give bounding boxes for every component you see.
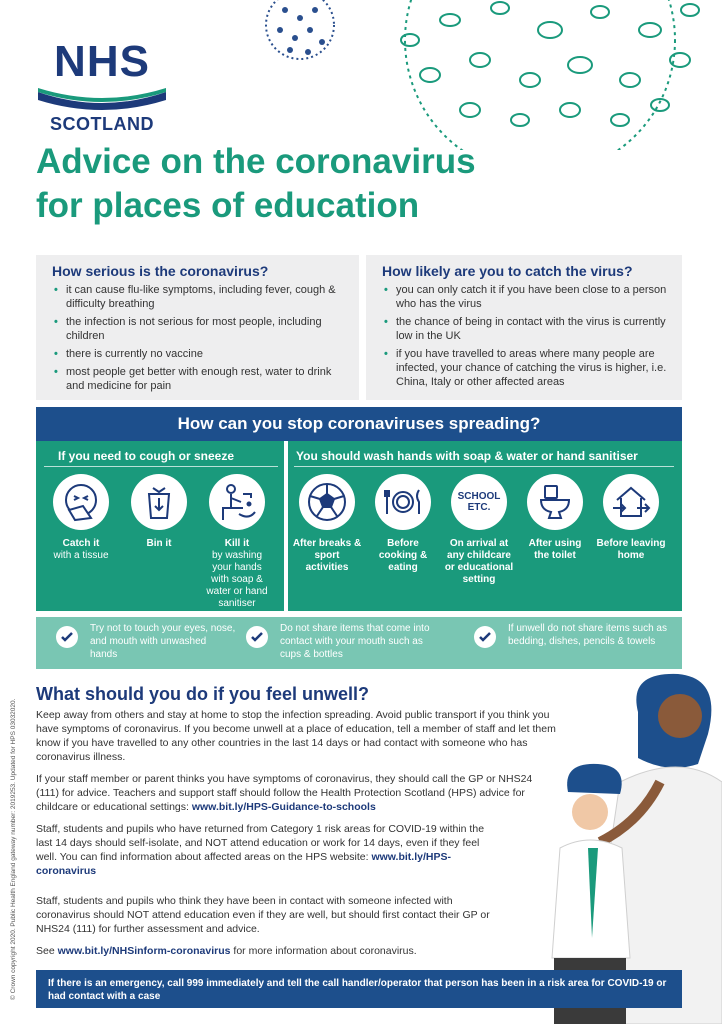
bin-it-item xyxy=(124,474,194,550)
unwell-paragraph-1: Keep away from others and stay at home to stop the infection spreading. Avoid public transport if you think you have symptoms of coronavirus. If you become unwell at a place of education, tell a member of staff and let them know if you have travelled to any other countries in the last 14 days or had contact with someone who has coronavirus illness. xyxy=(36,709,556,763)
title-line-1: Advice on the coronavirus xyxy=(36,142,476,181)
likely-heading: How likely are you to catch the virus? xyxy=(382,263,633,279)
panel-divider xyxy=(284,441,288,611)
list-item: • you can only catch it if you have been close to a person who has the virus xyxy=(382,283,670,311)
catch-it-item xyxy=(46,474,116,562)
unwell-paragraph-4: Staff, students and pupils who think they have been in contact with someone infected with coronavirus should NOT attend education even if they are well, but should first contact their GP or NHS24 (111) for further assessment and advice. xyxy=(36,895,490,935)
before-leaving-item xyxy=(596,474,666,562)
kill-it-sub: by washing your hands with soap & water or hand sanitiser xyxy=(206,550,268,609)
p5-pre: See xyxy=(36,945,58,957)
hps-guidance-link[interactable]: www.bit.ly/HPS-Guidance-to-schools xyxy=(191,801,376,813)
bin-it-label: Bin it xyxy=(146,538,172,549)
unwell-paragraph-2 xyxy=(36,772,536,814)
cough-heading: If you need to cough or sneeze xyxy=(58,449,235,463)
school-text-line-1: SCHOOL xyxy=(457,491,501,502)
p3-text: Staff, students and pupils who have returned from Category 1 risk areas for COVID-19 within the last 14 days should self-isolate, and NOT attend education or work for 14 days, even if they feel well. You can find information about affected areas on the HPS website: xyxy=(36,823,485,863)
toilet-icon xyxy=(535,482,575,522)
page-title xyxy=(36,140,596,228)
nhs-scotland-logo xyxy=(36,37,168,135)
after-breaks-label: After breaks & sport activities xyxy=(292,538,362,573)
after-breaks-item xyxy=(292,474,362,574)
house-icon xyxy=(609,480,653,524)
hps-coronavirus-link[interactable]: www.bit.ly/HPS-coronavirus xyxy=(36,851,451,877)
serious-info-box xyxy=(36,255,359,400)
p2-text: If your staff member or parent thinks you have symptoms of coronavirus, they should call the GP or NHS24 (111) for advice. Teachers and support staff should follow the Health Protection Scotland (HPS) advice for childcare or educational settings: xyxy=(36,773,533,813)
logo-swoosh-icon xyxy=(36,86,168,112)
football-icon xyxy=(305,480,349,524)
copyright-text: © Crown copyright 2020. Public Health England gateway number: 2019253. Updated for HPS 03032020. xyxy=(10,698,17,1000)
unwell-paragraph-3 xyxy=(36,822,486,878)
stop-spreading-banner: How can you stop coronaviruses spreading? xyxy=(36,407,682,441)
list-item: • there is currently no vaccine xyxy=(52,347,347,361)
divider xyxy=(294,466,674,467)
check-icon xyxy=(60,630,74,644)
unwell-heading: What should you do if you feel unwell? xyxy=(36,684,369,704)
tip-item xyxy=(246,622,446,661)
wash-heading: You should wash hands with soap & water or hand sanitiser xyxy=(296,449,638,463)
p5-post: for more information about coronavirus. xyxy=(230,945,417,957)
virus-decoration-icon xyxy=(250,0,722,150)
nhsinform-link[interactable]: www.bit.ly/NHSinform-coronavirus xyxy=(57,945,231,957)
before-cooking-item xyxy=(368,474,438,574)
list-item: • the infection is not serious for most people, including children xyxy=(52,315,347,343)
tip-item xyxy=(56,622,236,661)
tip-item xyxy=(474,622,674,648)
before-cooking-label: Before cooking & eating xyxy=(378,538,428,573)
list-item: • if you have travelled to areas where many people are infected, your chance of catching the virus is higher, i.e. China, Italy or other affected areas xyxy=(382,347,670,389)
serious-heading: How serious is the coronavirus? xyxy=(52,263,269,279)
catch-it-label: Catch it xyxy=(62,538,100,549)
logo-nhs-text: NHS xyxy=(54,37,150,86)
plate-cutlery-icon xyxy=(381,480,425,524)
after-toilet-label: After using the toilet xyxy=(528,538,582,561)
on-arrival-item xyxy=(444,474,514,586)
logo-region-text: SCOTLAND xyxy=(50,114,154,134)
before-leaving-label: Before leaving home xyxy=(596,538,666,561)
list-item: • the chance of being in contact with the virus is currently low in the UK xyxy=(382,315,670,343)
check-icon xyxy=(250,630,264,644)
unwell-paragraph-5 xyxy=(36,944,536,958)
tip-text: If unwell do not share items such as bedding, dishes, pencils & towels xyxy=(508,623,667,647)
hand-wash-icon xyxy=(215,480,259,524)
likely-info-box xyxy=(366,255,682,400)
list-item: • it can cause flu-like symptoms, including fever, cough & difficulty breathing xyxy=(52,283,347,311)
check-icon xyxy=(478,630,492,644)
on-arrival-label: On arrival at any childcare or educational setting xyxy=(444,538,514,585)
kill-it-item xyxy=(202,474,272,610)
catch-it-sub: with a tissue xyxy=(53,550,109,561)
tip-text: Try not to touch your eyes, nose, and mouth with unwashed hands xyxy=(90,623,236,660)
divider xyxy=(44,466,278,467)
kill-it-label: Kill it xyxy=(224,538,250,549)
likely-list xyxy=(382,283,670,389)
bin-icon xyxy=(139,482,179,522)
school-icon xyxy=(451,474,507,530)
school-text-line-2: ETC. xyxy=(467,502,491,513)
title-line-2: for places of education xyxy=(36,186,420,225)
sneeze-icon xyxy=(59,480,103,524)
emergency-notice: If there is an emergency, call 999 immediately and tell the call handler/operator that person has been in a risk area for COVID-19 or had contact with a case xyxy=(36,970,682,1008)
after-toilet-item xyxy=(520,474,590,562)
serious-list xyxy=(52,283,347,393)
tip-text: Do not share items that come into contact with your mouth such as cups & bottles xyxy=(280,623,430,660)
list-item: • most people get better with enough rest, water to drink and medicine for pain xyxy=(52,365,347,393)
